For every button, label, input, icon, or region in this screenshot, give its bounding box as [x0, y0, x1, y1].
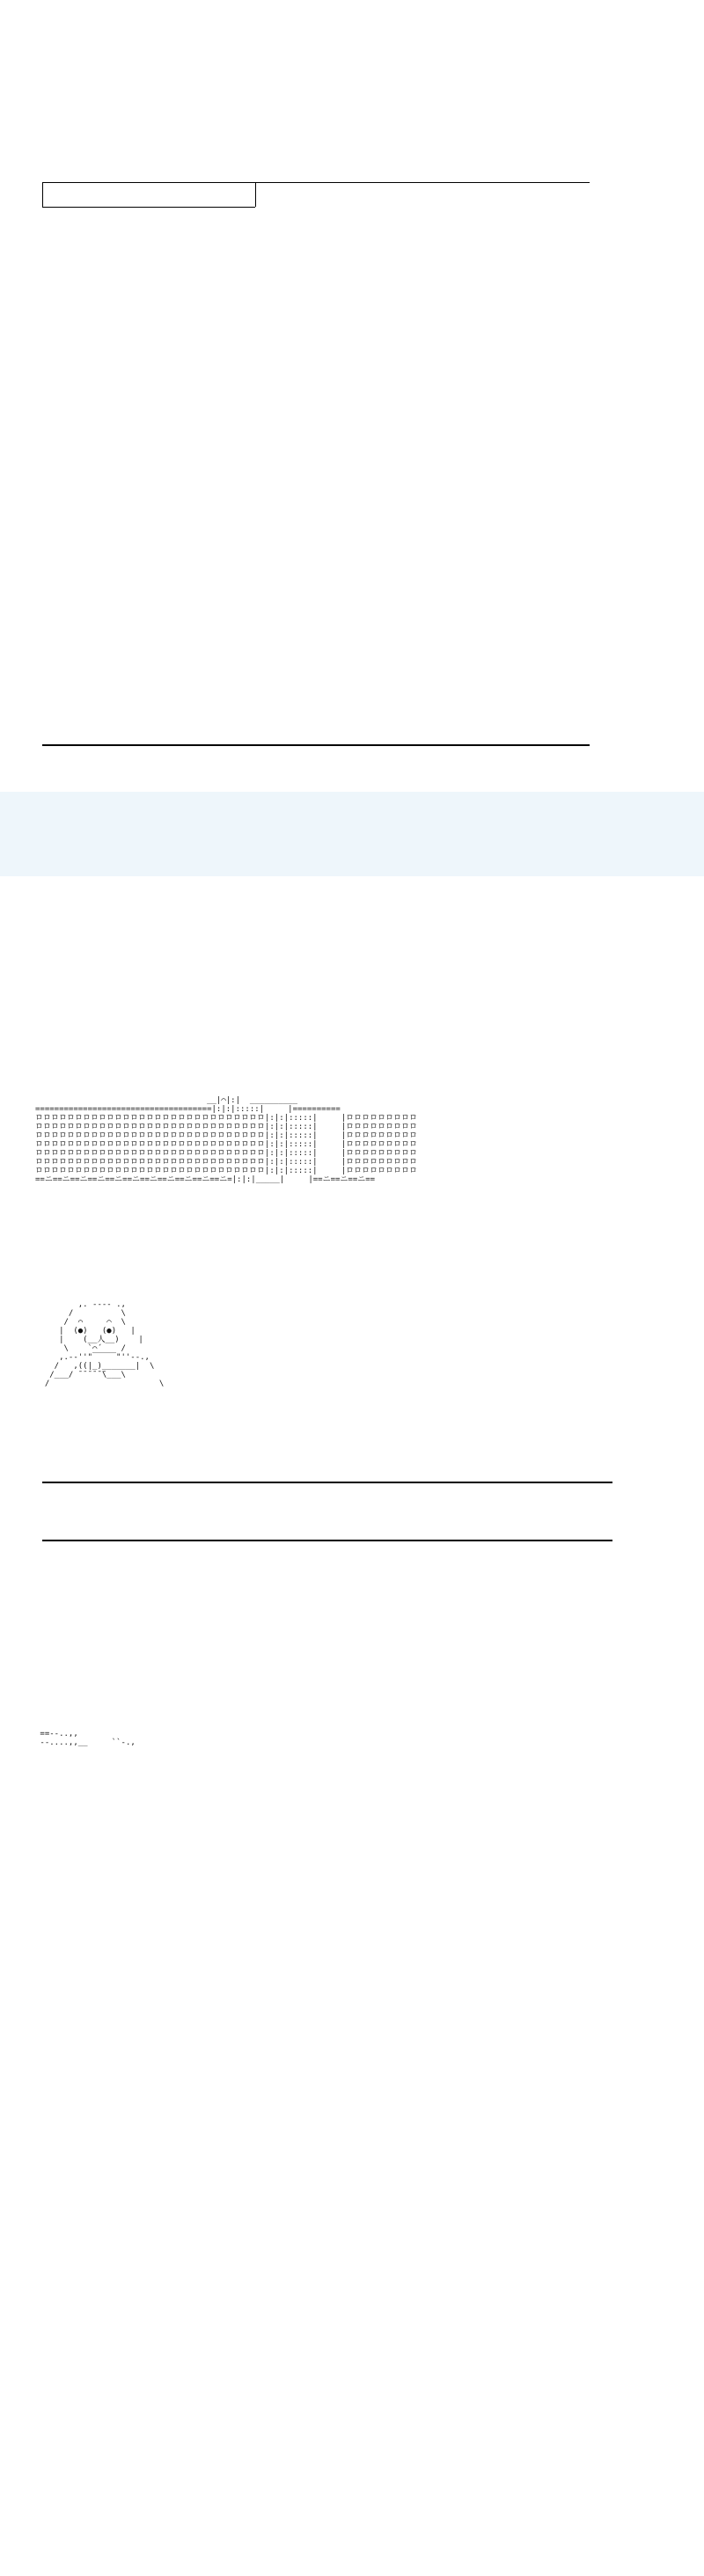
- reader-post-highlight: [0, 792, 704, 876]
- box-top-rule: [42, 182, 590, 183]
- box-left-rule: [42, 182, 43, 207]
- box-bottom-rule: [42, 744, 590, 746]
- ascii-art-character-writing: ,. -‐-- ., / \ / ⌒ ⌒ \ | (●) (●) | | (__人__) | \ `⌒´ / ,.-‐''"￣￣￣"''‐-., / ,((|_)_______| \ /___/ ̄ ̄ ̄ ̄ ̄ ̄\___\ / \: [44, 1300, 165, 1388]
- ascii-art-character-dark: ==--..,, ‐-....,,__ ``‐.,: [40, 1730, 136, 1747]
- ascii-art-bookshelf: __|⌒|:| __________ =====================================|:|:|:::::| |========== ロロロロロロロロロロロロロロロロロロロロロロロロロロロロロ|:|:|:::::| |ロロロロロロロロロ ロロロロロロロロロロロロロロロロロロロロロロロロロロロロロ|:|:|:::::| |ロロロロロロロロロ ロロロロロロロロロロロロロロロロロロロロロロロロロロロロロ|:|:|:::::| |ロロロロロロロロロ ロロロロロロロロロロロロロロロロロロロロロロロロロロロロロ|:|:|:::::| |ロロロロロロロロロ ロロロロロロロロロロロロロロロロロロロロロロロロロロロロロ|:|:|:::::| |ロロロロロロロロロ ロロロロロロロロロロロロロロロロロロロロロロロロロロロロロ|:|:|:::::| |ロロロロロロロロロ ロロロロロロロロロロロロロロロロロロロロロロロロロロロロロ|:|:|:::::| |ロロロロロロロロロ ==ニ==ニ==ニ==ニ==ニ==ニ==ニ==ニ==ニ==ニ==ニ=|:|:|_____| |==ニ==ニ==ニ==: [35, 1096, 418, 1184]
- narration-top-rule: [42, 1482, 612, 1483]
- box-title-underline: [42, 207, 255, 208]
- box-title-rule: [255, 182, 256, 207]
- narration-bottom-rule: [42, 1540, 612, 1541]
